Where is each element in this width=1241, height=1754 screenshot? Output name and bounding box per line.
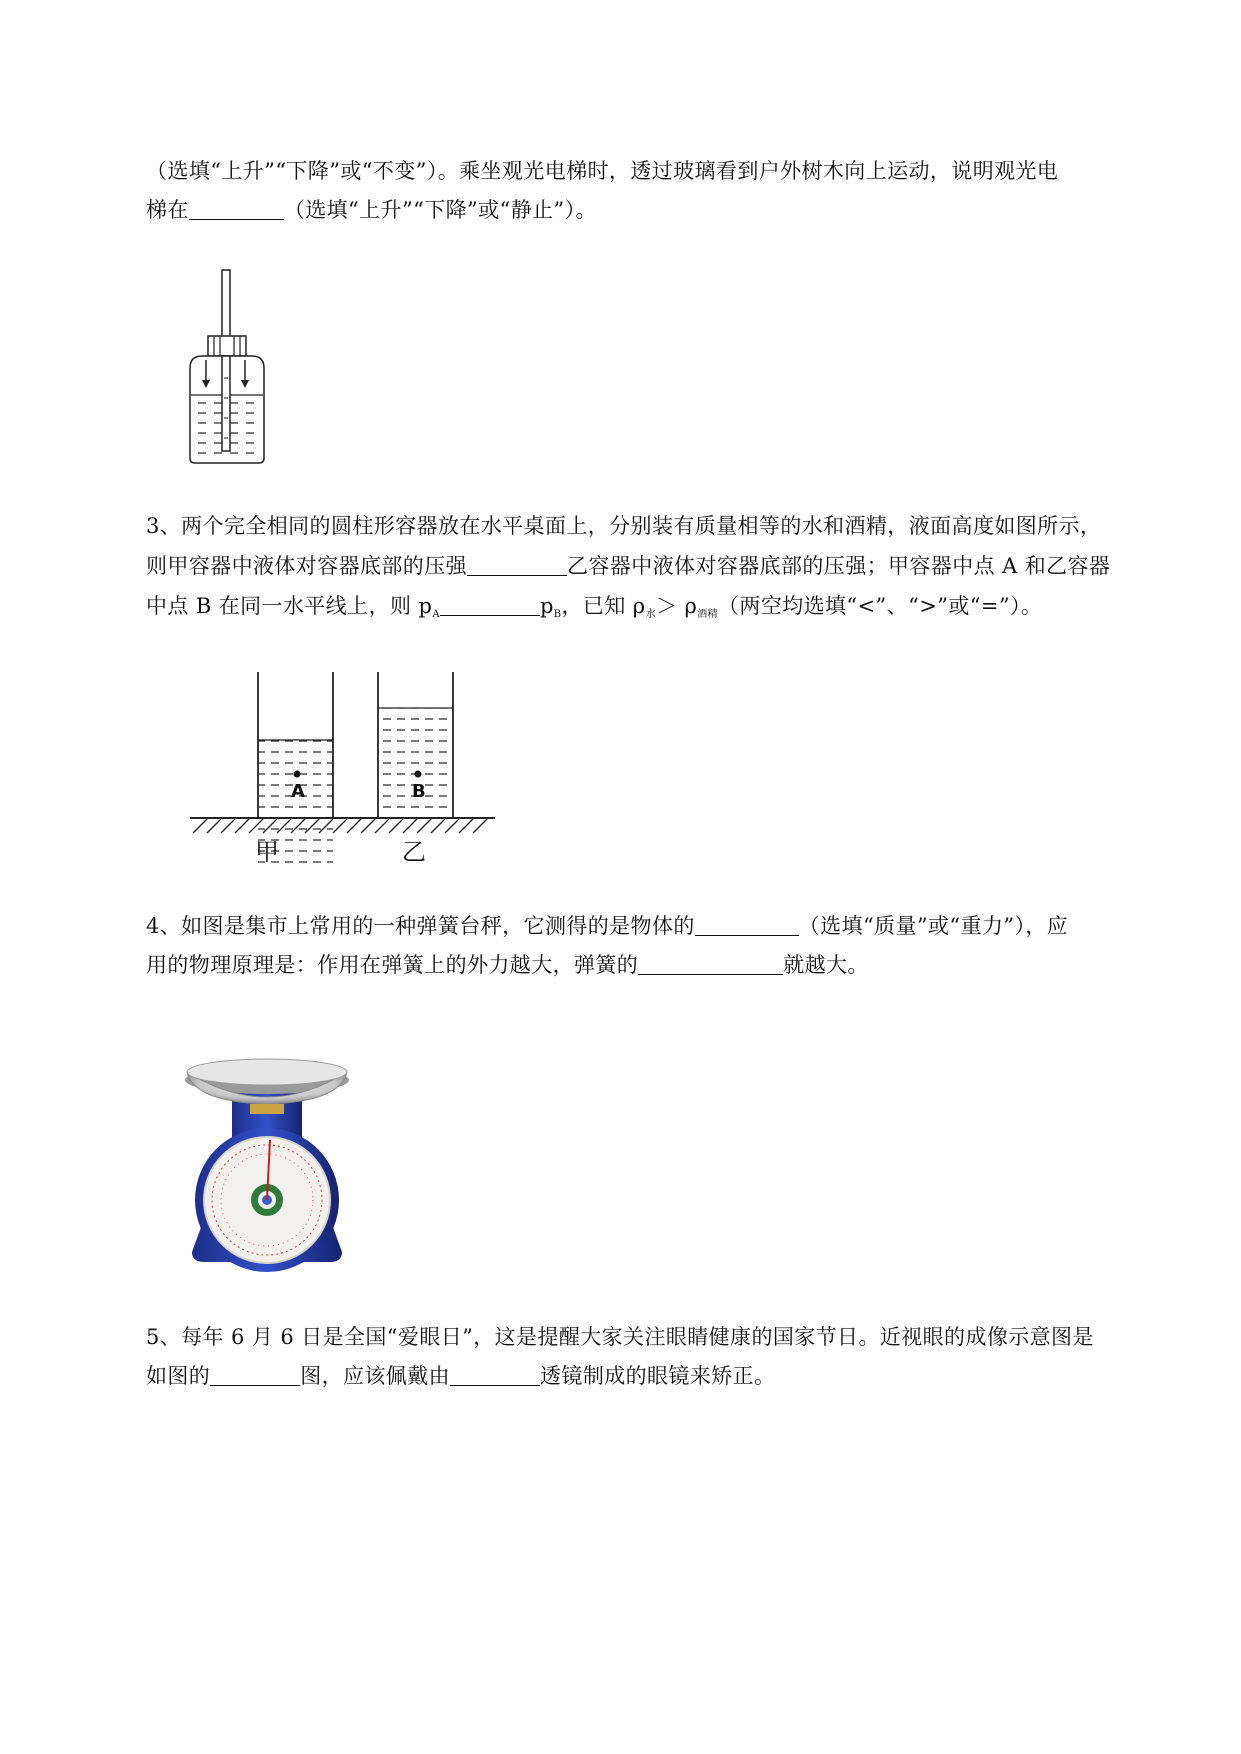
q3-text-3c: ，已知 ρ [561,594,646,618]
q5-line-2 [146,1361,775,1391]
q5-text-2a: 如图的 [146,1364,211,1388]
q3-line-3 [146,591,1042,630]
q4-text-1b: （选填“质量”或“重力”），应 [798,914,1069,938]
q4-blank-1 [695,915,799,936]
q5-text-2b: 图，应该佩戴由 [300,1364,451,1388]
q5-line-1 [146,1322,1094,1352]
q3-sub-a: A [432,609,440,620]
q4-text-1a: 4、如图是集市上常用的一种弹簧台秤，它测得的是物体的 [146,914,695,938]
spring-scale-figure [180,1032,360,1282]
q4-blank-2 [638,954,783,975]
q5-text-2c: 透镜制成的眼镜来矫正。 [540,1364,776,1388]
q3-text-2b: 乙容器中液体对容器底部的压强；甲容器中点 A 和乙容器 [567,554,1111,578]
q2-text-1: （选填“上升”“下降”或“不变”）。乘坐观光电梯时，透过玻璃看到户外树木向上运动，说明观光电 [146,159,1059,183]
q3-sub-b: B [553,609,562,620]
q5-text-1: 5、每年 6 月 6 日是全国“爱眼日”，这是提醒大家关注眼睛健康的国家节日。近视眼的成像示意图是 [146,1325,1094,1349]
q4-line-2 [146,950,869,980]
bottle-tube-figure [180,268,280,468]
point-a-label: A [291,781,305,802]
caption-jia: 甲 [255,838,279,866]
q2-line-2 [146,195,597,225]
q3-line-1 [146,511,1101,541]
q3-text-3d: （两空均选填“<”、“>”或“=”）。 [718,594,1043,618]
q4-text-2b: 就越大。 [783,953,869,977]
q5-blank-1 [210,1365,300,1386]
q5-blank-2 [450,1365,540,1386]
q3-blank-1 [467,555,567,576]
q3-sub-water: 水 [645,609,656,620]
q3-p-b: p [539,594,554,618]
q2-line-1 [146,156,1058,186]
q3-sub-alcohol: 酒精 [697,609,719,620]
q3-gt: ＞ ρ [655,594,698,618]
q4-line-1 [146,911,1068,941]
containers-figure [185,670,505,870]
q4-text-2a: 用的物理原理是：作用在弹簧上的外力越大，弹簧的 [146,953,639,977]
q3-blank-2 [440,595,540,616]
point-b-label: B [412,781,426,802]
caption-yi: 乙 [402,838,426,866]
q2-text-2b: （选填“上升”“下降”或“静止”）。 [283,198,597,222]
q2-blank-1 [189,199,284,220]
q3-text-3a: 中点 B 在同一水平线上，则 p [146,594,433,618]
q3-line-2 [146,551,1110,581]
q3-text-1: 3、两个完全相同的圆柱形容器放在水平桌面上，分别装有质量相等的水和酒精，液面高度如图所示， [146,514,1102,538]
q2-text-2a: 梯在 [146,198,189,222]
q3-text-2a: 则甲容器中液体对容器底部的压强 [146,554,467,578]
